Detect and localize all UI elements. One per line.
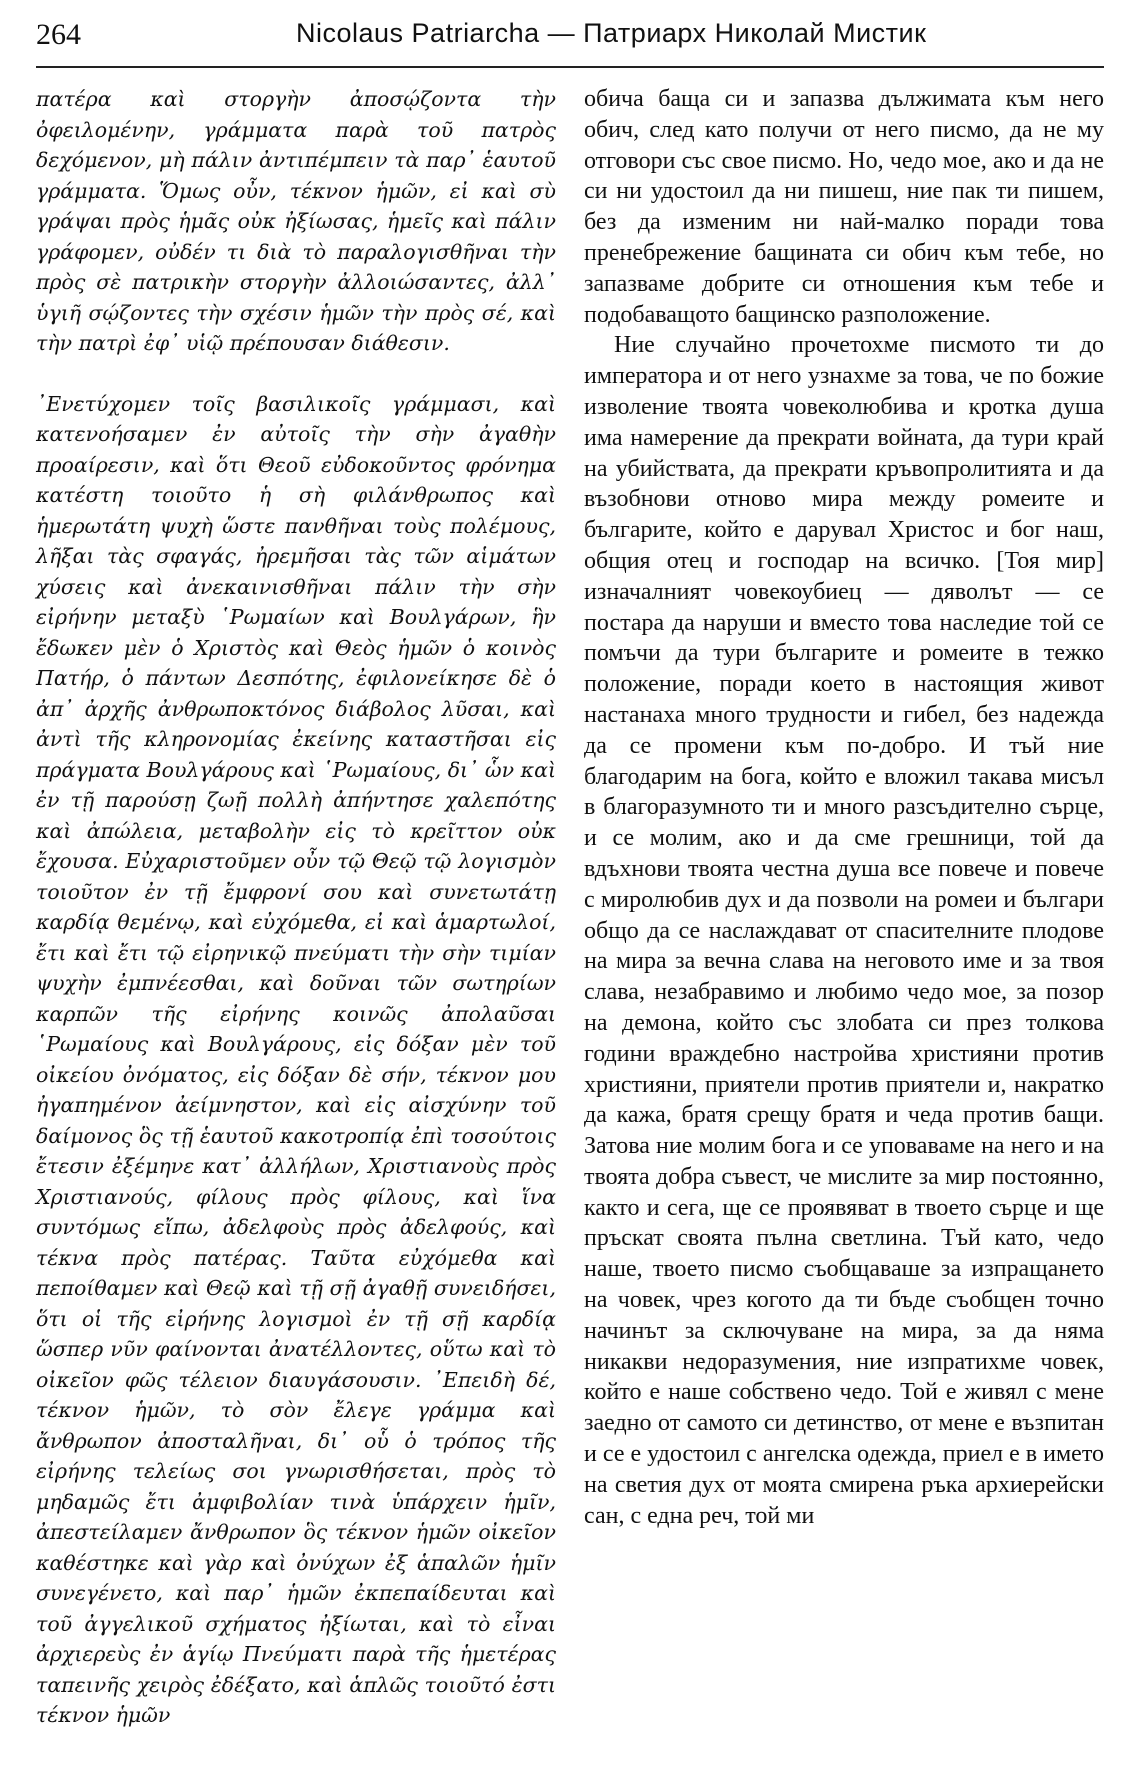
running-title: Nicolaus Patriarcha — Патриарх Николай Мистик: [296, 18, 927, 48]
bulgarian-paragraph-2: Ние случайно прочетохме писмото ти до императора и от него узнахме за това, че по божие изволение твоята човеколюбива и кротка душа има намерение да прекрати войната, да тури край на убийствата, да прекрати кръвопролитията и да възобнови отново мира между ромеите и българите, който е дарувал Христос и бог наш, общия отец и господар на всичко. [Тоя мир] изначалният човекоубиец — дяволът — се постара да наруши и вместо това наследие той се помъчи да тури българите и ромеите в тежко положение, поради което в настоящия живот настанаха много трудности и гибел, без надежда да се промени към по-добро. И тъй ние благодарим на бога, който е вложил такава мисъл в благоразумното ти и много разсъдително сърце, и се молим, ако и да сме грешници, той да вдъхнови твоята честна душа все повече и повече с миролюбив дух и да позволи на ромеи и българи общо да се наслаждават от спасителните плодове на мира за вечна слава на неговото име и за твоя слава, незабравимо и любимо чедо мое, за позор на демона, който със злобата си през толкова години враждебно настройва християни против християни, приятели против приятели и, накратко да кажа, братя срещу братя и чеда против бащи. Затова ние молим бога и се уповаваме на него и на твоята добра съвест, че мислите за мир постоянно, както и сега, ще се проявяват в твоето сърце и ще пръскат своята пълна светлина. Тъй като, чедо наше, твоето писмо съобщаваше за изпращането на човек, чрез когото да ти бъде съобщен точно начинът за сключуване на мира, за да няма никакви недоразумения, ние изпратихме човек, който е наше собствено чедо. Той е живял с мене заедно от самото си детинство, от мене е възпитан и се е удостоил с ангелска одежда, приел е в името на светия дух от моята смирена ръка архиерейски сан, с една реч, той ми: [584, 332, 1104, 1529]
page-number: 264: [36, 18, 81, 51]
bulgarian-paragraph-1: обича баща си и запазва дължимата към него обич, след като получи от него писмо, да не му отговори със свое писмо. Но, чедо мое, ако и да не си ни удостоил да ни пишеш, ние пак ти пишем, без да изменим ни най-малко поради това пренебрежение бащината си обич към тебе, но запазваме добрите си отношения към тебе и подобаващото бащинско разположение.: [584, 86, 1104, 328]
two-column-body: [36, 84, 1104, 1731]
greek-paragraph-2: ᾿Ενετύχομεν τοῖς βασιλικοῖς γράμμασι, καὶ κατενοήσαμεν ἐν αὐτοῖς τὴν σὴν ἀγαθὴν προαίρεσιν, καὶ ὅτι Θεοῦ εὐδοκοῦντος φρόνημα κατέστη τοιοῦτο ἡ σὴ φιλάνθρωπος καὶ ἡμερωτάτη ψυχὴ ὥστε πανθῆναι τοὺς πολέμους, λῆξαι τὰς σφαγάς, ἠρεμῆσαι τὰς τῶν αἱμάτων χύσεις καὶ ἀνεκαινισθῆναι πάλιν τὴν σὴν εἰρήνην μεταξὺ ῾Ρωμαίων καὶ Βουλγάρων, ἣν ἔδωκεν μὲν ὁ Χριστὸς καὶ Θεὸς ἡμῶν ὁ κοινὸς Πατήρ, ὁ πάντων Δεσπότης, ἐφιλονείκησε δὲ ὁ ἀπ᾿ ἀρχῆς ἀνθρωποκτόνος διάβολος λῦσαι, καὶ ἀντὶ τῆς κληρονομίας ἐκείνης καταστῆσαι εἰς πράγματα Βουλγάρους καὶ ῾Ρωμαίους, δι᾿ ὧν καὶ ἐν τῇ παρούσῃ ζωῇ πολλὴ ἀπήντησε χαλεπότης καὶ ἀπώλεια, μεταβολὴν εἰς τὸ κρεῖττον οὐκ ἔχουσα. Εὐχαριστοῦμεν οὖν τῷ Θεῷ τῷ λογισμὸν τοιοῦτον ἐν τῇ ἔμφρονί σου καὶ συνετωτάτῃ καρδίᾳ θεμένῳ, καὶ εὐχόμεθα, εἰ καὶ ἁμαρτωλοί, ἔτι καὶ ἔτι τῷ εἰρηνικῷ πνεύματι τὴν σὴν τιμίαν ψυχὴν ἐμπνέεσθαι, καὶ δοῦναι τῶν σωτηρίων καρπῶν τῆς εἰρήνης κοινῶς ἀπολαῦσαι ῾Ρωμαίους καὶ Βουλγάρους, εἰς δόξαν μὲν τοῦ οἰκείου ὀνόματος, εἰς δόξαν δὲ σήν, τέκνον μου ἠγαπημένον ἀείμνηστον, καὶ εἰς αἰσχύνην τοῦ δαίμονος ὃς τῇ ἑαυτοῦ κακοτροπίᾳ ἐπὶ τοσούτοις ἔτεσιν ἐξέμηνε κατ᾿ ἀλλήλων, Χριστιανοὺς πρὸς Χριστιανούς, φίλους πρὸς φίλους, καὶ ἵνα συντόμως εἴπω, ἀδελφοὺς πρὸς ἀδελφούς, καὶ τέκνα πρὸς πατέρας. Ταῦτα εὐχόμεθα καὶ πεποίθαμεν καὶ Θεῷ καὶ τῇ σῇ ἀγαθῇ συνειδήσει, ὅτι οἱ τῆς εἰρήνης λογισμοὶ ἐν τῇ σῇ καρδίᾳ ὥσπερ νῦν φαίνονται ἀνατέλλοντες, οὕτω καὶ τὸ οἰκεῖον φῶς τέλειον διαυγάσουσιν. ᾿Επειδὴ δέ, τέκνον ἡμῶν, τὸ σὸν ἔλεγε γράμμα καὶ ἄνθρωπον ἀποσταλῆναι, δι᾿ οὗ ὁ τρόπος τῆς εἰρήνης τελείως σοι γνωρισθήσεται, πρὸς τὸ μηδαμῶς ἔτι ἀμφιβολίαν τινὰ ὑπάρχειν ἡμῖν, ἀπεστείλαμεν ἄνθρωπον ὃς τέκνον ἡμῶν οἰκεῖον καθέστηκε καὶ γὰρ καὶ ὀνύχων ἐξ ἁπαλῶν ἡμῖν συνεγένετο, καὶ παρ᾿ ἡμῶν ἐκπεπαίδευται καὶ τοῦ ἀγγελικοῦ σχήματος ἠξίωται, καὶ τὸ εἶναι ἀρχιερεὺς ἐν ἁγίῳ Πνεύματι παρὰ τῆς ἡμετέρας ταπεινῆς χειρὸς ἐδέξατο, καὶ ἁπλῶς τοιοῦτό ἐστι τέκνον ἡμῶν: [36, 391, 556, 1727]
greek-paragraph-1: πατέρα καὶ στοργὴν ἀποσῴζοντα τὴν ὀφειλομένην, γράμματα παρὰ τοῦ πατρὸς δεχόμενον, μὴ πάλιν ἀντιπέμπειν τὰ παρ᾿ ἑαυτοῦ γράμματα. Ὅμως οὖν, τέκνον ἡμῶν, εἰ καὶ σὺ γράψαι πρὸς ἡμᾶς οὐκ ἠξίωσας, ἡμεῖς καὶ πάλιν γράφομεν, οὐδέν τι διὰ τὸ παραλογισθῆναι τὴν πρὸς σὲ πατρικὴν στοργὴν ἀλλοιώσαντες, ἀλλ᾿ ὑγιῆ σῴζοντες τὴν σχέσιν ἡμῶν τὴν πρὸς σέ, καὶ τὴν πατρὶ ἐφ᾿ υἱῷ πρέπουσαν διάθεσιν.: [36, 87, 556, 355]
bulgarian-translation-column: [584, 84, 1104, 1731]
page-header: [36, 16, 1104, 68]
greek-text-column: [36, 84, 556, 1731]
